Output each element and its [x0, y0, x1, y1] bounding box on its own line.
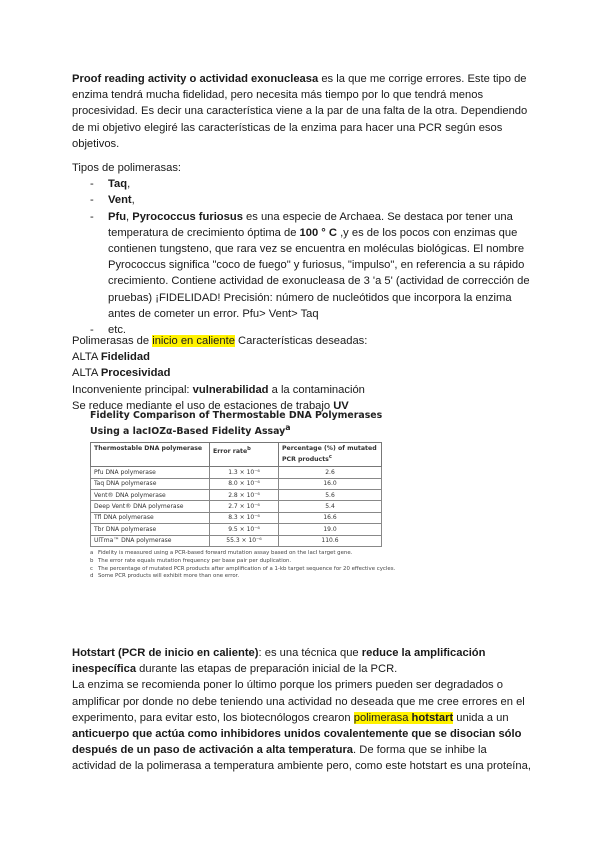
table-row: [91, 501, 382, 512]
inconveniente-line: [72, 382, 532, 398]
figure-footnotes: [90, 550, 410, 581]
hotstart-paragraph: [72, 645, 532, 775]
cell-percentage: 110.6: [279, 535, 382, 546]
table-row: [91, 535, 382, 546]
cell-error-rate: 55.3 × 10⁻⁶: [210, 535, 279, 546]
figure-title-sup: a: [285, 423, 291, 432]
footnote: [90, 566, 410, 574]
header-polymerase: Thermostable DNA polymerase: [91, 443, 210, 467]
cell-percentage: 16.0: [279, 478, 382, 489]
table-row: [91, 489, 382, 500]
list-item-taq: [72, 176, 532, 192]
hot-start-heading: [72, 333, 532, 349]
hot-start-highlight: inicio en caliente: [152, 335, 235, 347]
hot-start-section: [72, 333, 532, 414]
proofreading-paragraph: [72, 71, 532, 152]
pfu-text-2: ,y es de los pocos con enzimas que contienen tungsteno, que rara vez se encuentra en moléculas biológicas. El nombre Pyrococcus significa "coco de fuego" y furiosus, "impulso", en referencia a su rápido crecimiento. Contiene actividad de exonucleasa de 3 'a 5' (actividad de corrección de pruebas) ¡FIDELIDAD! Precisión: número de nucleótidos que incorpora la enzima antes de cometer un error. Pfu> Vent> Taq: [108, 226, 530, 320]
alta-label-1: ALTA: [72, 351, 101, 364]
hotstart-text-3: La enzima se recomienda poner lo último porque los primers pueden ser degradados o amplificar por donde no debe teniendo una actividad no deseada que me cree errores en el experimento, para evitar esto, los biotecnólogos crearon: [72, 679, 525, 724]
hotstart-term: Hotstart (PCR de inicio en caliente): [72, 647, 259, 659]
polymerase-types-section: [72, 160, 532, 338]
hotstart-highlight-2: hotstart: [411, 711, 454, 724]
uv-pre: Se reduce mediante el uso de estaciones de trabajo: [72, 399, 334, 412]
cell-error-rate: 2.7 × 10⁻⁶: [210, 501, 279, 512]
header-percentage-text: Percentage (%) of mutated PCR products: [282, 445, 377, 464]
cell-polymerase: Deep Vent® DNA polymerase: [91, 501, 210, 512]
hotstart-text-4: unida a un: [453, 711, 509, 724]
table-row: [91, 467, 382, 478]
header-error-rate-text: Error rate: [213, 448, 248, 456]
hotstart-text-1: : es una técnica que: [258, 647, 362, 659]
footnote-text: The percentage of mutated PCR products after amplification of a 1-kb target sequence for 20 effective cycles.: [98, 565, 396, 572]
pfu-species: Pyrococcus furiosus: [132, 210, 243, 223]
hotstart-bold-2: reduce la amplificación inespecífica: [72, 647, 486, 676]
cell-error-rate: 8.3 × 10⁻⁶: [210, 512, 279, 523]
inconveniente-pre: Inconveniente principal:: [72, 383, 193, 396]
etc-label: etc.: [108, 324, 127, 337]
footnote-text: Fidelity is measured using a PCR-based forward mutation assay based on the lacI target gene.: [98, 549, 353, 556]
hotstart-text-5: . De forma que se inhibe la actividad de la polimerasa a temperatura ambiente pero, como este hotstart es una proteína,: [72, 744, 531, 773]
taq-label: Taq: [108, 178, 128, 191]
polymerase-types-heading: Tipos de polimerasas:: [72, 162, 182, 174]
cell-percentage: 2.6: [279, 467, 382, 478]
cell-polymerase: Tfl DNA polymerase: [91, 512, 210, 523]
header-error-rate: [210, 443, 279, 467]
cell-percentage: 5.4: [279, 501, 382, 512]
cell-error-rate: 2.8 × 10⁻⁶: [210, 489, 279, 500]
footnote-mark: b: [90, 557, 94, 564]
table-row: [91, 524, 382, 535]
footnote-mark: a: [90, 549, 94, 556]
inconveniente-post: a la contaminación: [268, 383, 365, 396]
footnote-text: Some PCR products will exhibit more than one error.: [98, 573, 240, 580]
hotstart-highlight-1: polimerasa: [353, 711, 412, 724]
fidelidad-label: Fidelidad: [100, 351, 150, 364]
cell-percentage: 5.6: [279, 489, 382, 500]
taq-comma: ,: [127, 178, 131, 191]
figure-title: [90, 410, 410, 438]
pfu-label: Pfu: [108, 210, 127, 223]
cell-error-rate: 1.3 × 10⁻⁶: [210, 467, 279, 478]
cell-polymerase: UlTma™ DNA polymerase: [91, 535, 210, 546]
footnote-mark: c: [90, 565, 93, 572]
fidelity-table: [90, 442, 382, 547]
table-header-row: [91, 443, 382, 467]
list-item-pfu: [72, 209, 532, 322]
cell-error-rate: 9.5 × 10⁻⁶: [210, 524, 279, 535]
proofreading-text: es la que me corrige errores. Este tipo de enzima tendrá mucha fidelidad, pero necesita más tiempo por lo que tendrá menos procesividad. Es decir una característica viene a la par de una falta de la otra. Dependiendo de mi objetivo elegiré las características de la enzima para hacer una PCR según esos objetivos.: [72, 73, 528, 150]
cell-polymerase: Tbr DNA polymerase: [91, 524, 210, 535]
vulnerabilidad-label: vulnerabilidad: [192, 383, 269, 396]
hot-start-post: Características deseadas:: [234, 335, 368, 347]
header-percentage-sup: c: [328, 454, 332, 461]
uv-label: UV: [333, 399, 349, 412]
pfu-text-1: es una especie de Archaea. Se destaca por tener una temperatura de crecimiento óptima de: [108, 210, 513, 239]
table-row: [91, 512, 382, 523]
pfu-separator: ,: [126, 210, 133, 223]
vent-label: Vent: [108, 194, 132, 207]
table-body: [91, 467, 382, 547]
cell-polymerase: Pfu DNA polymerase: [91, 467, 210, 478]
alta-label-2: ALTA: [72, 367, 101, 380]
polymerase-list: [72, 176, 532, 338]
alta-fidelidad-line: [72, 349, 532, 365]
footnote: [90, 558, 410, 566]
cell-percentage: 16.6: [279, 512, 382, 523]
pfu-temperature: 100 ° C: [299, 226, 337, 239]
alta-procesividad-line: [72, 365, 532, 381]
footnote-mark: d: [90, 573, 94, 580]
list-item-vent: [72, 192, 532, 208]
header-percentage: [279, 443, 382, 467]
vent-comma: ,: [131, 194, 135, 207]
footnote: [90, 550, 410, 558]
fidelity-table-figure: [90, 410, 410, 581]
cell-polymerase: Vent® DNA polymerase: [91, 489, 210, 500]
hotstart-bold-3: anticuerpo que actúa como inhibidores unidos covalentemente que se disocian sólo después de un paso de activación a alta temperatura: [72, 728, 522, 757]
table-row: [91, 478, 382, 489]
cell-polymerase: Taq DNA polymerase: [91, 478, 210, 489]
header-error-rate-sup: b: [247, 446, 251, 453]
figure-title-text: Fidelity Comparison of Thermostable DNA Polymerases Using a lacIOZα-Based Fidelity Assay: [90, 410, 383, 438]
hot-start-pre: Polimerasas de: [72, 335, 153, 347]
procesividad-label: Procesividad: [100, 367, 171, 380]
footnote: [90, 573, 410, 581]
cell-percentage: 19.0: [279, 524, 382, 535]
hotstart-text-2: durante las etapas de preparación inicial de la PCR.: [136, 663, 398, 676]
proofreading-term: Proof reading activity o actividad exonucleasa: [72, 73, 319, 85]
cell-error-rate: 8.0 × 10⁻⁶: [210, 478, 279, 489]
footnote-text: The error rate equals mutation frequency per base pair per duplication.: [98, 557, 292, 564]
